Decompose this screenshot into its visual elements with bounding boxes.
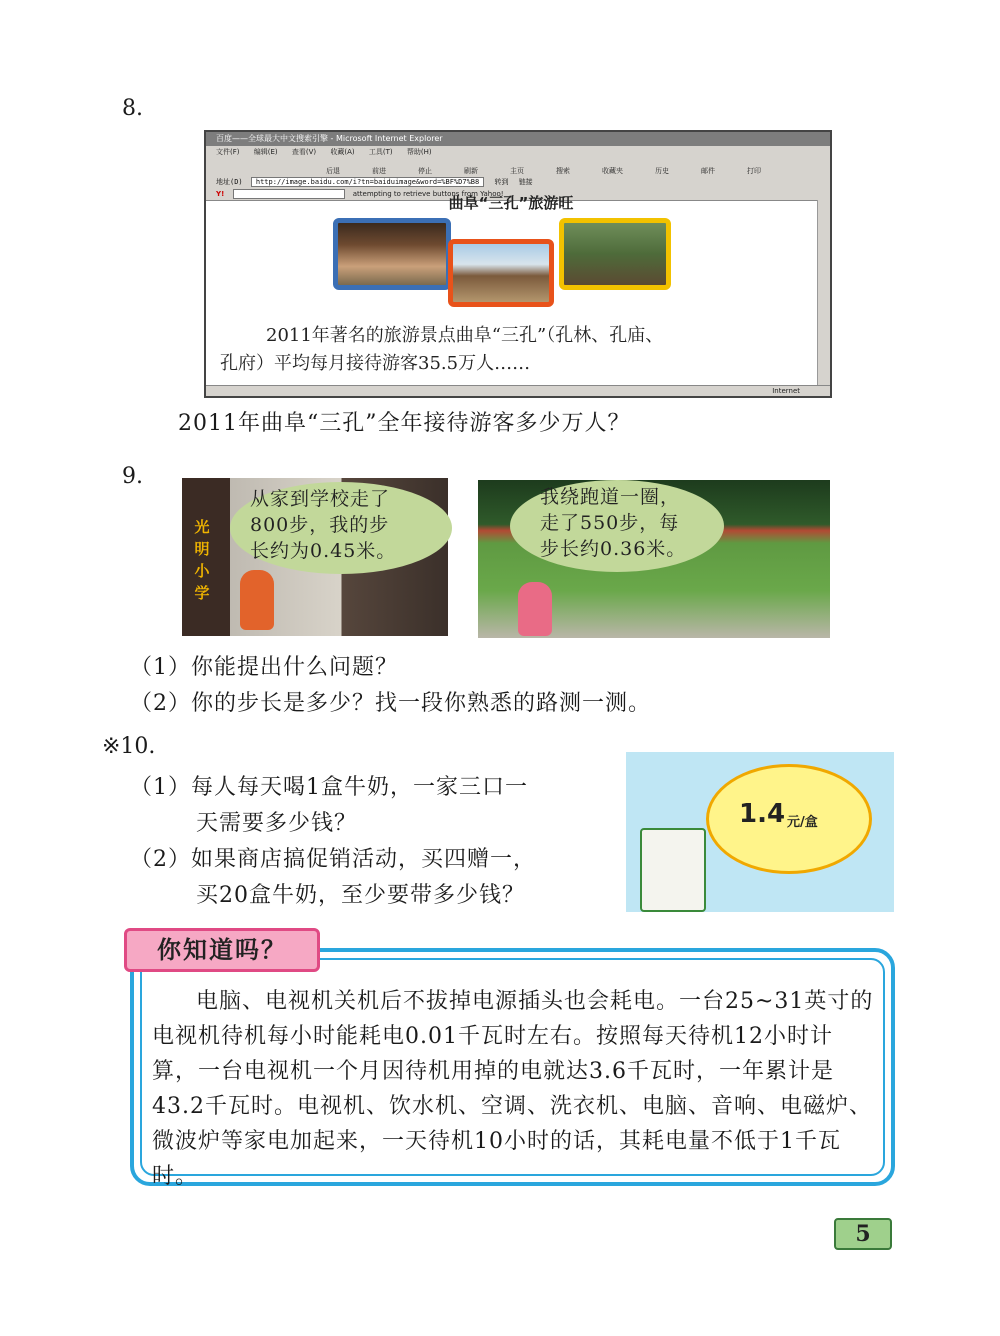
address-bar [206, 176, 830, 188]
links-label[interactable]: 链接 [518, 178, 533, 186]
problem-9-q1: （1）你能提出什么问题？ [130, 655, 398, 680]
milk-price-picture [626, 752, 894, 912]
boy-with-backpack [240, 570, 274, 630]
problem-8-number: 8. [122, 96, 143, 121]
stop-button[interactable]: 停止 [418, 167, 432, 175]
menu-favorites[interactable]: 收藏(A) [330, 148, 355, 156]
price-burst [706, 764, 872, 874]
menu-help[interactable]: 帮助(H) [406, 148, 432, 156]
did-you-know-text: 电脑、电视机关机后不拔掉电源插头也会耗电。一台25~31英寸的电视机待机每小时能耗电0.01千瓦时左右。按照每天待机12小时计算，一台电视机一个月因待机用掉的电就达3.6千瓦时，一年累计是43.2千瓦时。电视机、饮水机、空调、洗衣机、电脑、音响、电磁炉、微波炉等家电加起来，一天待机10小时的话，其耗电量不低于1千瓦时。 [152, 989, 874, 1189]
school-sign: 光明小学 [194, 518, 210, 602]
bubble1-line2: 800步，我的步 [250, 514, 390, 536]
mail-button[interactable]: 邮件 [701, 167, 715, 175]
menu-tools[interactable]: 工具(T) [368, 148, 393, 156]
home-button[interactable]: 主页 [510, 167, 524, 175]
menu-edit[interactable]: 编辑(E) [253, 148, 278, 156]
speech-bubble-boy [230, 482, 452, 574]
refresh-button[interactable]: 刷新 [464, 167, 478, 175]
bubble1-line1: 从家到学校走了 [250, 488, 391, 510]
browser-menu-bar [206, 146, 830, 158]
bubble2-line1: 我绕跑道一圈， [540, 486, 681, 508]
web-paragraph-line1: 2011年著名的旅游景点曲阜“三孔”（孔林、孔庙、 [266, 325, 664, 346]
yahoo-status-text: attempting to retrieve buttons from Yahoo! [352, 190, 504, 198]
yahoo-icon: Y! [216, 190, 225, 198]
history-button[interactable]: 历史 [655, 167, 669, 175]
browser-title-bar: 百度——全球最大中文搜索引擎 - Microsoft Internet Explorer [206, 132, 830, 146]
search-button[interactable]: 搜索 [556, 167, 570, 175]
page-number: 5 [834, 1218, 892, 1250]
web-paragraph-line2: 孔府）平均每月接待游客35.5万人…… [220, 353, 531, 374]
bubble1-line3: 长约为0.45米。 [250, 540, 397, 562]
browser-toolbar [206, 158, 830, 176]
photo-kong-fu-trees [559, 218, 671, 290]
girl-on-track [518, 582, 552, 636]
menu-file[interactable]: 文件(F) [216, 148, 240, 156]
milk-carton [640, 828, 706, 912]
problem-10-number: ※10. [102, 734, 156, 759]
menu-view[interactable]: 查看(V) [291, 148, 317, 156]
speech-bubble-girl [510, 480, 724, 572]
forward-button[interactable]: 前进 [372, 167, 386, 175]
photo-kong-lin-gate [333, 218, 451, 290]
favorites-button[interactable]: 收藏夹 [602, 167, 623, 175]
go-button[interactable]: 转到 [494, 178, 509, 186]
problem-10-q2-line2: 买20盒牛奶，至少要带多少钱？ [196, 883, 525, 908]
did-you-know-tag: 你知道吗？ [124, 928, 320, 972]
address-field[interactable]: http://image.baidu.com/i?tn=baiduimage&word=%BF%D7%B8 [251, 177, 484, 187]
problem-10-q1-line1: （1）每人每天喝1盒牛奶，一家三口一 [130, 775, 528, 800]
bubble2-line3: 步长约0.36米。 [540, 538, 687, 560]
back-button[interactable]: 后退 [326, 167, 340, 175]
browser-scrollbar[interactable] [817, 200, 830, 386]
problem-10-q2-line1: （2）如果商店搞促销活动，买四赠一， [130, 847, 536, 872]
photo-kong-miao-temple [448, 239, 554, 307]
address-label: 地址(D) [216, 178, 243, 186]
price-unit: 元/盒 [787, 815, 818, 830]
problem-9-q2: （2）你的步长是多少？找一段你熟悉的路测一测。 [130, 691, 651, 716]
web-page-title: 曲阜“三孔”旅游旺 [448, 194, 574, 212]
problem-8-question: 2011年曲阜“三孔”全年接待游客多少万人？ [178, 411, 631, 436]
browser-screenshot [204, 130, 832, 398]
problem-9-number: 9. [122, 464, 143, 489]
problem-10-q1-line2: 天需要多少钱？ [196, 811, 358, 836]
bubble2-line2: 走了550步，每 [540, 512, 680, 534]
price-value: 1.4 [739, 799, 786, 829]
print-button[interactable]: 打印 [747, 167, 761, 175]
browser-status-bar: Internet [206, 385, 830, 396]
did-you-know-box [130, 948, 895, 1189]
